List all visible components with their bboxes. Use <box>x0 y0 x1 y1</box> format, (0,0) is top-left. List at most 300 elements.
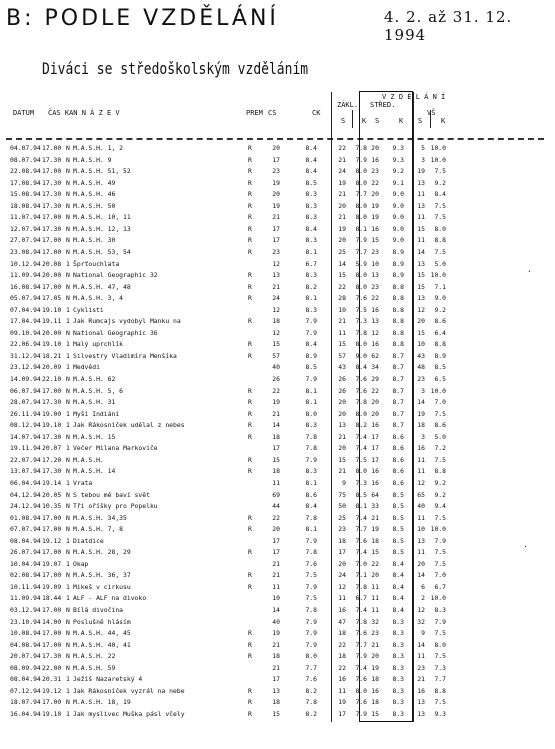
cell-vs: 12 <box>417 305 425 314</box>
cell-n: S tebou mě baví svět <box>73 490 150 499</box>
cell-d: 19.11.94 <box>10 444 41 453</box>
cell-p: R <box>248 525 252 534</box>
col-datum: DATUM <box>13 109 35 117</box>
cell-zs: 21 <box>338 432 346 441</box>
cell-vs: 13 <box>417 178 425 187</box>
cell-k: N <box>66 144 70 152</box>
cell-ck: 7.5 <box>305 571 317 580</box>
cell-vk: 7.2 <box>434 444 446 453</box>
cell-t: 19.07 <box>42 559 62 568</box>
cell-n: M.A.S.H. 40, 41 <box>73 640 131 649</box>
cell-k: N <box>66 490 70 499</box>
cell-sk: 9.0 <box>392 236 404 245</box>
cell-ss: 17 <box>371 444 379 453</box>
cell-n: Diatdice <box>73 536 104 545</box>
cell-ck: 8.3 <box>305 236 317 245</box>
column-divider <box>430 110 431 128</box>
table-row <box>0 433 555 442</box>
cell-n: M.A.S.H. 30 <box>73 236 116 245</box>
col-stred-k: K <box>399 117 404 125</box>
cell-d: 27.07.94 <box>10 236 41 245</box>
cell-ck: 8.4 <box>305 224 317 233</box>
cell-ss: 22 <box>371 178 379 187</box>
cell-sk: 8.4 <box>392 606 404 614</box>
cell-vs: 43 <box>417 351 425 360</box>
table-row <box>0 271 555 280</box>
cell-sk: 9.2 <box>392 167 404 176</box>
cell-zk: 7.8 <box>355 617 367 626</box>
cell-vk: 7.5 <box>434 548 446 557</box>
cell-t: 17.20 <box>42 455 62 464</box>
cell-ck: 7.9 <box>305 375 317 383</box>
cell-vs: 14 <box>417 640 425 649</box>
cell-ss: 20 <box>371 652 379 661</box>
cell-sk: 8.3 <box>392 698 404 707</box>
cell-ck: 7.9 <box>305 317 317 326</box>
cell-d: 10.11.94 <box>10 582 41 591</box>
cell-zs: 47 <box>338 617 346 626</box>
cell-ck: 8.1 <box>305 398 317 407</box>
cell-n: Večer Milana Markoviče <box>73 444 158 453</box>
cell-k: N <box>66 548 70 557</box>
cell-t: 19.10 <box>42 305 62 314</box>
cell-ss: 64 <box>371 490 379 499</box>
cell-d: 04.07.94 <box>10 144 41 152</box>
cell-n: Jak Rumcajs vydobyl Manku na <box>73 317 181 326</box>
cell-k: 1 <box>66 444 70 453</box>
cell-t: 19.11 <box>42 317 62 326</box>
cell-vs: 19 <box>417 409 425 418</box>
cell-vk: 7.5 <box>434 167 446 176</box>
cell-t: 17.00 <box>42 282 62 291</box>
cell-vs: 15 <box>417 271 425 280</box>
table-row <box>0 537 555 546</box>
cell-d: 08.04.94 <box>10 536 41 545</box>
cell-d: 11.09.94 <box>10 594 41 603</box>
cell-vk: 7.5 <box>434 455 446 464</box>
cell-n: M.A.S.H. 7, 8 <box>73 525 124 534</box>
cell-n: M.A.S.H. 47, 48 <box>73 282 131 291</box>
cell-vs: 32 <box>417 617 425 626</box>
col-cs: CS <box>268 109 277 117</box>
cell-vs: 13 <box>417 259 425 268</box>
scan-mark: · <box>523 542 528 551</box>
cell-n: Vrata <box>73 478 93 487</box>
table-row <box>0 363 555 372</box>
cell-k: 1 <box>66 594 70 603</box>
cell-k: N <box>66 502 70 511</box>
cell-vk: 9.2 <box>434 478 446 487</box>
cell-zs: 23 <box>338 525 346 534</box>
cell-t: 17.00 <box>42 548 62 557</box>
cell-ck: 8.4 <box>305 144 317 152</box>
cell-k: N <box>66 455 70 464</box>
cell-t: 19.10 <box>42 340 62 349</box>
cell-ss: 23 <box>371 282 379 291</box>
cell-zk: 7.9 <box>355 155 367 164</box>
cell-d: 02.08.94 <box>10 571 41 580</box>
cell-ss: 18 <box>371 675 379 684</box>
cell-ss: 21 <box>371 513 379 522</box>
cell-zk: 7.8 <box>355 328 367 337</box>
cell-ss: 16 <box>371 224 379 233</box>
cell-sk: 8.3 <box>392 629 404 638</box>
cell-cs: 19 <box>272 629 280 638</box>
cell-cs: 19 <box>272 178 280 187</box>
cell-ss: 16 <box>371 305 379 314</box>
cell-cs: 26 <box>272 375 280 383</box>
cell-k: N <box>66 640 70 649</box>
table-row <box>0 606 555 615</box>
cell-t: 18.21 <box>42 351 62 360</box>
cell-n: M.A.S.H. 12, 13 <box>73 224 131 233</box>
cell-sk: 8.9 <box>392 259 404 268</box>
cell-zk: 7.4 <box>355 663 367 672</box>
column-divider <box>352 110 353 128</box>
table-row <box>0 283 555 292</box>
cell-vk: 7.5 <box>434 201 446 210</box>
cell-p: R <box>248 432 252 441</box>
col-prem: PREM <box>246 109 263 117</box>
cell-sk: 8.5 <box>392 536 404 545</box>
cell-k: 1 <box>66 351 70 360</box>
cell-cs: 18 <box>272 467 280 476</box>
cell-ck: 8.3 <box>305 213 317 222</box>
cell-k: 1 <box>66 317 70 326</box>
cell-sk: 8.6 <box>392 478 404 487</box>
cell-cs: 15 <box>272 455 280 464</box>
cell-vk: 7.5 <box>434 698 446 707</box>
cell-d: 20.07.94 <box>10 652 41 661</box>
cell-vk: 7.5 <box>434 559 446 568</box>
cell-vk: 9.2 <box>434 178 446 187</box>
cell-ck: 7.8 <box>305 606 317 614</box>
cell-k: 1 <box>66 709 70 718</box>
cell-zk: 8.1 <box>355 224 367 233</box>
cell-vk: 8.5 <box>434 363 446 372</box>
cell-d: 18.07.94 <box>10 698 41 707</box>
cell-ss: 20 <box>371 144 379 152</box>
cell-sk: 8.6 <box>392 444 404 453</box>
cell-vs: 3 <box>421 155 425 164</box>
cell-ss: 11 <box>371 594 379 603</box>
cell-p: R <box>248 571 252 580</box>
cell-zs: 11 <box>338 328 346 337</box>
cell-ck: 8.1 <box>305 478 317 487</box>
cell-ck: 7.8 <box>305 548 317 557</box>
cell-sk: 8.7 <box>392 398 404 407</box>
cell-zs: 25 <box>338 247 346 256</box>
cell-zk: 7.6 <box>355 629 367 638</box>
cell-p: R <box>248 467 252 476</box>
cell-k: 1 <box>66 305 70 314</box>
cell-sk: 8.7 <box>392 386 404 395</box>
cell-vk: 8.4 <box>434 190 446 199</box>
cell-ck: 7.9 <box>305 455 317 464</box>
cell-n: M.A.S.H. 34,35 <box>73 513 127 522</box>
cell-vs: 3 <box>421 432 425 441</box>
cell-vs: 48 <box>417 363 425 372</box>
table-row <box>0 456 555 465</box>
cell-zs: 22 <box>338 144 346 152</box>
cell-zk: 7.6 <box>355 294 367 303</box>
cell-k: N <box>66 282 70 291</box>
cell-zs: 22 <box>338 282 346 291</box>
cell-n: Ježíš Nazaretský 4 <box>73 675 143 684</box>
cell-d: 10.04.94 <box>10 559 41 568</box>
cell-d: 04.12.94 <box>10 490 41 499</box>
cell-zs: 20 <box>338 409 346 418</box>
cell-cs: 13 <box>272 686 280 695</box>
cell-t: 17.00 <box>42 247 62 256</box>
cell-zk: 7.6 <box>355 675 367 684</box>
cell-d: 31.12.94 <box>10 351 41 360</box>
cell-d: 14.07.94 <box>10 432 41 441</box>
cell-zs: 20 <box>338 444 346 453</box>
cell-ss: 22 <box>371 559 379 568</box>
cell-p: R <box>248 686 252 695</box>
cell-p: R <box>248 271 252 280</box>
cell-vk: 10.0 <box>430 525 446 534</box>
cell-k: N <box>66 328 70 337</box>
cell-n: M.A.S.H. 53, 54 <box>73 247 131 256</box>
cell-n: National Geographic 36 <box>73 328 158 337</box>
cell-ss: 19 <box>371 201 379 210</box>
cell-ss: 16 <box>371 478 379 487</box>
cell-zs: 21 <box>338 213 346 222</box>
cell-zs: 22 <box>338 663 346 672</box>
cell-zk: 7.7 <box>355 190 367 199</box>
cell-zk: 8.0 <box>355 167 367 176</box>
cell-n: M.A.S.H. 46 <box>73 190 116 199</box>
cell-p: R <box>248 629 252 638</box>
cell-k: N <box>66 652 70 661</box>
cell-p: R <box>248 398 252 407</box>
cell-d: 09.10.94 <box>10 328 41 337</box>
cell-ck: 8.3 <box>305 201 317 210</box>
cell-ss: 23 <box>371 247 379 256</box>
cell-zs: 15 <box>338 340 346 349</box>
cell-sk: 9.3 <box>392 155 404 164</box>
cell-vs: 10 <box>417 525 425 534</box>
cell-p: R <box>248 317 252 326</box>
cell-zk: 7.1 <box>355 571 367 580</box>
cell-ck: 8.3 <box>305 190 317 199</box>
cell-cs: 21 <box>272 640 280 649</box>
cell-n: Bílá divočina <box>73 606 124 614</box>
cell-k: N <box>66 236 70 245</box>
cell-sk: 8.3 <box>392 663 404 672</box>
cell-cs: 14 <box>272 606 280 614</box>
cell-n: M.A.S.H. 31 <box>73 398 116 407</box>
cell-ck: 7.9 <box>305 328 317 337</box>
cell-vk: 7.5 <box>434 513 446 522</box>
table-row <box>0 618 555 627</box>
cell-cs: 15 <box>272 709 280 718</box>
cell-cs: 21 <box>272 559 280 568</box>
cell-p: R <box>248 582 252 591</box>
cell-sk: 8.6 <box>392 432 404 441</box>
table-row <box>0 225 555 234</box>
cell-vs: 16 <box>417 444 425 453</box>
cell-zk: 7.9 <box>355 652 367 661</box>
cell-vs: 10 <box>417 340 425 349</box>
cell-n: Tři oříšky pro Popelku <box>73 502 158 511</box>
cell-t: 19.12 <box>42 686 62 695</box>
cell-zs: 75 <box>338 490 346 499</box>
cell-zs: 20 <box>338 201 346 210</box>
cell-vs: 14 <box>417 571 425 580</box>
table-row <box>0 375 555 384</box>
cell-ck: 7.8 <box>305 513 317 522</box>
cell-vs: 13 <box>417 201 425 210</box>
cell-ss: 16 <box>371 155 379 164</box>
table-row <box>0 410 555 419</box>
cell-vk: 8.0 <box>434 224 446 233</box>
cell-ss: 10 <box>371 259 379 268</box>
cell-k: N <box>66 224 70 233</box>
cell-vs: 11 <box>417 190 425 199</box>
cell-zs: 26 <box>338 375 346 383</box>
cell-t: 20.00 <box>42 328 62 337</box>
table-row <box>0 502 555 511</box>
cell-sk: 8.8 <box>392 317 404 326</box>
cell-ck: 8.9 <box>305 351 317 360</box>
cell-zs: 21 <box>338 467 346 476</box>
cell-zs: 19 <box>338 178 346 187</box>
cell-vk: 9.0 <box>434 294 446 303</box>
cell-ss: 34 <box>371 363 379 372</box>
cell-zs: 50 <box>338 502 346 511</box>
cell-zk: 6.7 <box>355 594 367 603</box>
cell-t: 20.31 <box>42 675 62 684</box>
cell-k: 1 <box>66 363 70 372</box>
cell-d: 13.07.94 <box>10 467 41 476</box>
cell-k: N <box>66 617 70 626</box>
cell-ss: 11 <box>371 582 379 591</box>
table-row <box>0 664 555 673</box>
cell-ck: 7.5 <box>305 594 317 603</box>
cell-k: N <box>66 606 70 614</box>
col-stred: STŘED. <box>370 101 396 109</box>
cell-vs: 20 <box>417 317 425 326</box>
cell-t: 17.30 <box>42 201 62 210</box>
table-row <box>0 479 555 488</box>
cell-zs: 28 <box>338 294 346 303</box>
cell-cs: 22 <box>272 513 280 522</box>
cell-zs: 13 <box>338 421 346 430</box>
cell-zs: 18 <box>338 536 346 545</box>
cell-p: R <box>248 640 252 649</box>
cell-d: 10.08.94 <box>10 629 41 638</box>
cell-zk: 7.3 <box>355 317 367 326</box>
cell-sk: 8.7 <box>392 409 404 418</box>
cell-t: 22.00 <box>42 663 62 672</box>
cell-p: R <box>248 421 252 430</box>
table-row <box>0 641 555 650</box>
cell-cs: 57 <box>272 351 280 360</box>
cell-ck: 7.9 <box>305 617 317 626</box>
cell-vk: 10.0 <box>430 386 446 395</box>
cell-sk: 8.8 <box>392 294 404 303</box>
cell-sk: 8.9 <box>392 271 404 280</box>
cell-d: 07.07.94 <box>10 525 41 534</box>
cell-p: R <box>248 351 252 360</box>
cell-n: Poslušně hlásím <box>73 617 131 626</box>
cell-d: 16.08.94 <box>10 282 41 291</box>
cell-d: 05.07.94 <box>10 294 41 303</box>
cell-vs: 12 <box>417 606 425 614</box>
cell-sk: 8.5 <box>392 490 404 499</box>
cell-d: 15.08.94 <box>10 190 41 199</box>
cell-d: 23.08.94 <box>10 247 41 256</box>
cell-ss: 11 <box>371 606 379 614</box>
cell-cs: 13 <box>272 271 280 280</box>
cell-zk: 8.0 <box>355 686 367 695</box>
cell-sk: 8.5 <box>392 513 404 522</box>
cell-sk: 8.8 <box>392 305 404 314</box>
cell-vk: 9.2 <box>434 305 446 314</box>
col-stred-s: S <box>375 117 380 125</box>
cell-p: R <box>248 652 252 661</box>
cell-d: 12.07.94 <box>10 224 41 233</box>
table-row <box>0 340 555 349</box>
table-row <box>0 167 555 176</box>
cell-cs: 21 <box>272 663 280 672</box>
cell-zk: 7.7 <box>355 247 367 256</box>
table-row <box>0 629 555 638</box>
cell-t: 17.30 <box>42 652 62 661</box>
cell-vs: 15 <box>417 224 425 233</box>
cell-zk: 7.0 <box>355 559 367 568</box>
table-row <box>0 491 555 500</box>
cell-vs: 18 <box>417 421 425 430</box>
cell-vs: 3 <box>421 386 425 395</box>
cell-vs: 11 <box>417 236 425 245</box>
cell-vs: 20 <box>417 559 425 568</box>
cell-ck: 8.4 <box>305 155 317 164</box>
cell-vk: 8.8 <box>434 686 446 695</box>
table-row <box>0 594 555 603</box>
table-row <box>0 675 555 684</box>
cell-vs: 15 <box>417 282 425 291</box>
cell-ss: 20 <box>371 190 379 199</box>
cell-zk: 7.4 <box>355 606 367 614</box>
cell-ss: 22 <box>371 386 379 395</box>
table-row <box>0 387 555 396</box>
table-row <box>0 652 555 661</box>
cell-cs: 20 <box>272 190 280 199</box>
cell-zs: 25 <box>338 513 346 522</box>
cell-cs: 23 <box>272 247 280 256</box>
cell-p: R <box>248 190 252 199</box>
cell-cs: 24 <box>272 294 280 303</box>
cell-sk: 8.4 <box>392 582 404 591</box>
cell-ck: 8.3 <box>305 305 317 314</box>
cell-cs: 18 <box>272 432 280 441</box>
cell-ss: 17 <box>371 455 379 464</box>
cell-cs: 21 <box>272 282 280 291</box>
cell-t: 17.00 <box>42 640 62 649</box>
cell-zk: 8.0 <box>355 409 367 418</box>
cell-cs: 18 <box>272 698 280 707</box>
cell-cs: 11 <box>272 478 280 487</box>
table-row <box>0 687 555 696</box>
cell-d: 10.12.94 <box>10 259 41 268</box>
cell-vk: 8.9 <box>434 351 446 360</box>
cell-ss: 16 <box>371 686 379 695</box>
cell-vk: 7.1 <box>434 282 446 291</box>
